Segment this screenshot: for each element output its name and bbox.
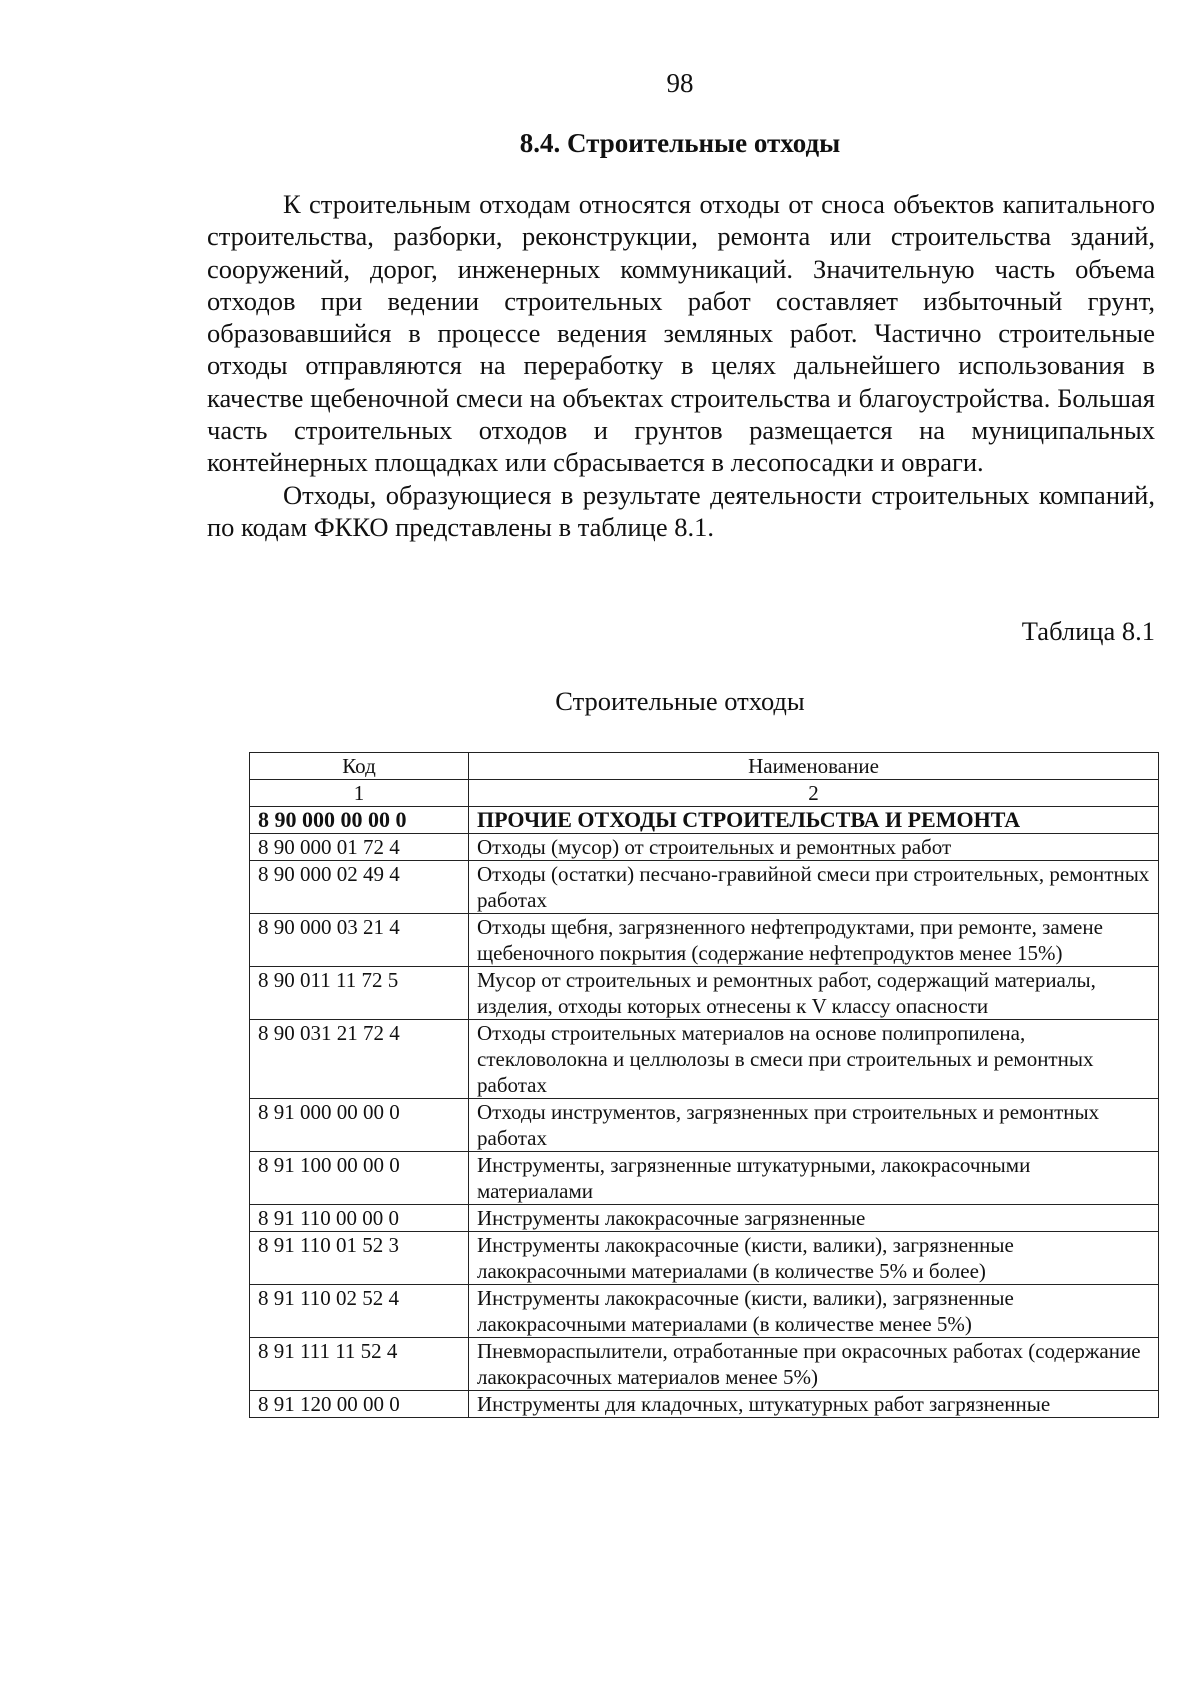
- waste-name-cell: Отходы (мусор) от строительных и ремонтных работ: [469, 834, 1159, 861]
- waste-name-cell: Мусор от строительных и ремонтных работ, содержащий материалы, изделия, отходы которых отнесены к V классу опасности: [469, 967, 1159, 1020]
- waste-code-cell: 8 90 031 21 72 4: [250, 1020, 469, 1099]
- table-row: [250, 1152, 1159, 1205]
- table-row: [250, 1099, 1159, 1152]
- table-row: [250, 807, 1159, 834]
- table-caption: Строительные отходы: [555, 686, 805, 716]
- waste-code-cell: 8 90 000 03 21 4: [250, 914, 469, 967]
- table-label: Таблица 8.1: [1021, 616, 1155, 646]
- waste-code-cell: 8 91 111 11 52 4: [250, 1338, 469, 1391]
- table-row: [250, 1020, 1159, 1099]
- waste-code-cell: 8 90 000 00 00 0: [250, 807, 469, 834]
- waste-name-cell: Отходы щебня, загрязненного нефтепродуктами, при ремонте, замене щебеночного покрытия (содержание нефтепродуктов менее 15%): [469, 914, 1159, 967]
- waste-name-cell: Инструменты лакокрасочные (кисти, валики), загрязненные лакокрасочными материалами (в количестве менее 5%): [469, 1285, 1159, 1338]
- paragraph: Отходы, образующиеся в результате деятельности строительных компаний, по кодам ФККО представлены в таблице 8.1.: [207, 479, 1155, 542]
- column-number-2: 2: [469, 780, 1159, 807]
- table-row: [250, 967, 1159, 1020]
- waste-name-cell: Инструменты лакокрасочные загрязненные: [469, 1205, 1159, 1232]
- header-name: Наименование: [469, 753, 1159, 780]
- waste-code-cell: 8 91 110 02 52 4: [250, 1285, 469, 1338]
- table-row: [250, 1338, 1159, 1391]
- waste-code-cell: 8 91 000 00 00 0: [250, 1099, 469, 1152]
- body-text: [207, 188, 1155, 543]
- table-header-row: [250, 753, 1159, 780]
- table-row: [250, 1232, 1159, 1285]
- page-number: 98: [666, 68, 694, 98]
- waste-code-cell: 8 91 110 01 52 3: [250, 1232, 469, 1285]
- waste-name-cell: Инструменты, загрязненные штукатурными, лакокрасочными материалами: [469, 1152, 1159, 1205]
- column-number-1: 1: [250, 780, 469, 807]
- waste-code-cell: 8 90 011 11 72 5: [250, 967, 469, 1020]
- section-title: 8.4. Строительные отходы: [519, 128, 841, 158]
- table-row: [250, 1391, 1159, 1418]
- waste-name-cell: ПРОЧИЕ ОТХОДЫ СТРОИТЕЛЬСТВА И РЕМОНТА: [469, 807, 1159, 834]
- table-row: [250, 1205, 1159, 1232]
- waste-code-cell: 8 91 110 00 00 0: [250, 1205, 469, 1232]
- table-row: [250, 914, 1159, 967]
- waste-codes-table: [249, 752, 1159, 1418]
- waste-name-cell: Пневмораспылители, отработанные при окрасочных работах (содержание лакокрасочных материалов менее 5%): [469, 1338, 1159, 1391]
- waste-code-cell: 8 91 120 00 00 0: [250, 1391, 469, 1418]
- paragraph: К строительным отходам относятся отходы от сноса объектов капитального строительства, разборки, реконструкции, ремонта или строительства зданий, сооружений, дорог, инженерных коммуникаций. Значительную часть объема отходов при ведении строительных работ составляет избыточный грунт, образовавшийся в процессе ведения земляных работ. Частично строительные отходы отправляются на переработку в целях дальнейшего использования в качестве щебеночной смеси на объектах строительства и благоустройства. Большая часть строительных отходов и грунтов размещается на муниципальных контейнерных площадках или сбрасывается в лесопосадки и овраги.: [207, 189, 1155, 478]
- table-row: [250, 861, 1159, 914]
- waste-name-cell: Отходы (остатки) песчано-гравийной смеси при строительных, ремонтных работах: [469, 861, 1159, 914]
- header-code: Код: [250, 753, 469, 780]
- waste-name-cell: Отходы инструментов, загрязненных при строительных и ремонтных работах: [469, 1099, 1159, 1152]
- waste-name-cell: Отходы строительных материалов на основе полипропилена, стекловолокна и целлюлозы в смеси при строительных и ремонтных работах: [469, 1020, 1159, 1099]
- table-body: [250, 780, 1159, 1418]
- waste-code-cell: 8 91 100 00 00 0: [250, 1152, 469, 1205]
- waste-code-cell: 8 90 000 02 49 4: [250, 861, 469, 914]
- table-row: [250, 1285, 1159, 1338]
- waste-code-cell: 8 90 000 01 72 4: [250, 834, 469, 861]
- waste-name-cell: Инструменты лакокрасочные (кисти, валики), загрязненные лакокрасочными материалами (в количестве 5% и более): [469, 1232, 1159, 1285]
- table-row: [250, 834, 1159, 861]
- waste-name-cell: Инструменты для кладочных, штукатурных работ загрязненные: [469, 1391, 1159, 1418]
- column-number-row: [250, 780, 1159, 807]
